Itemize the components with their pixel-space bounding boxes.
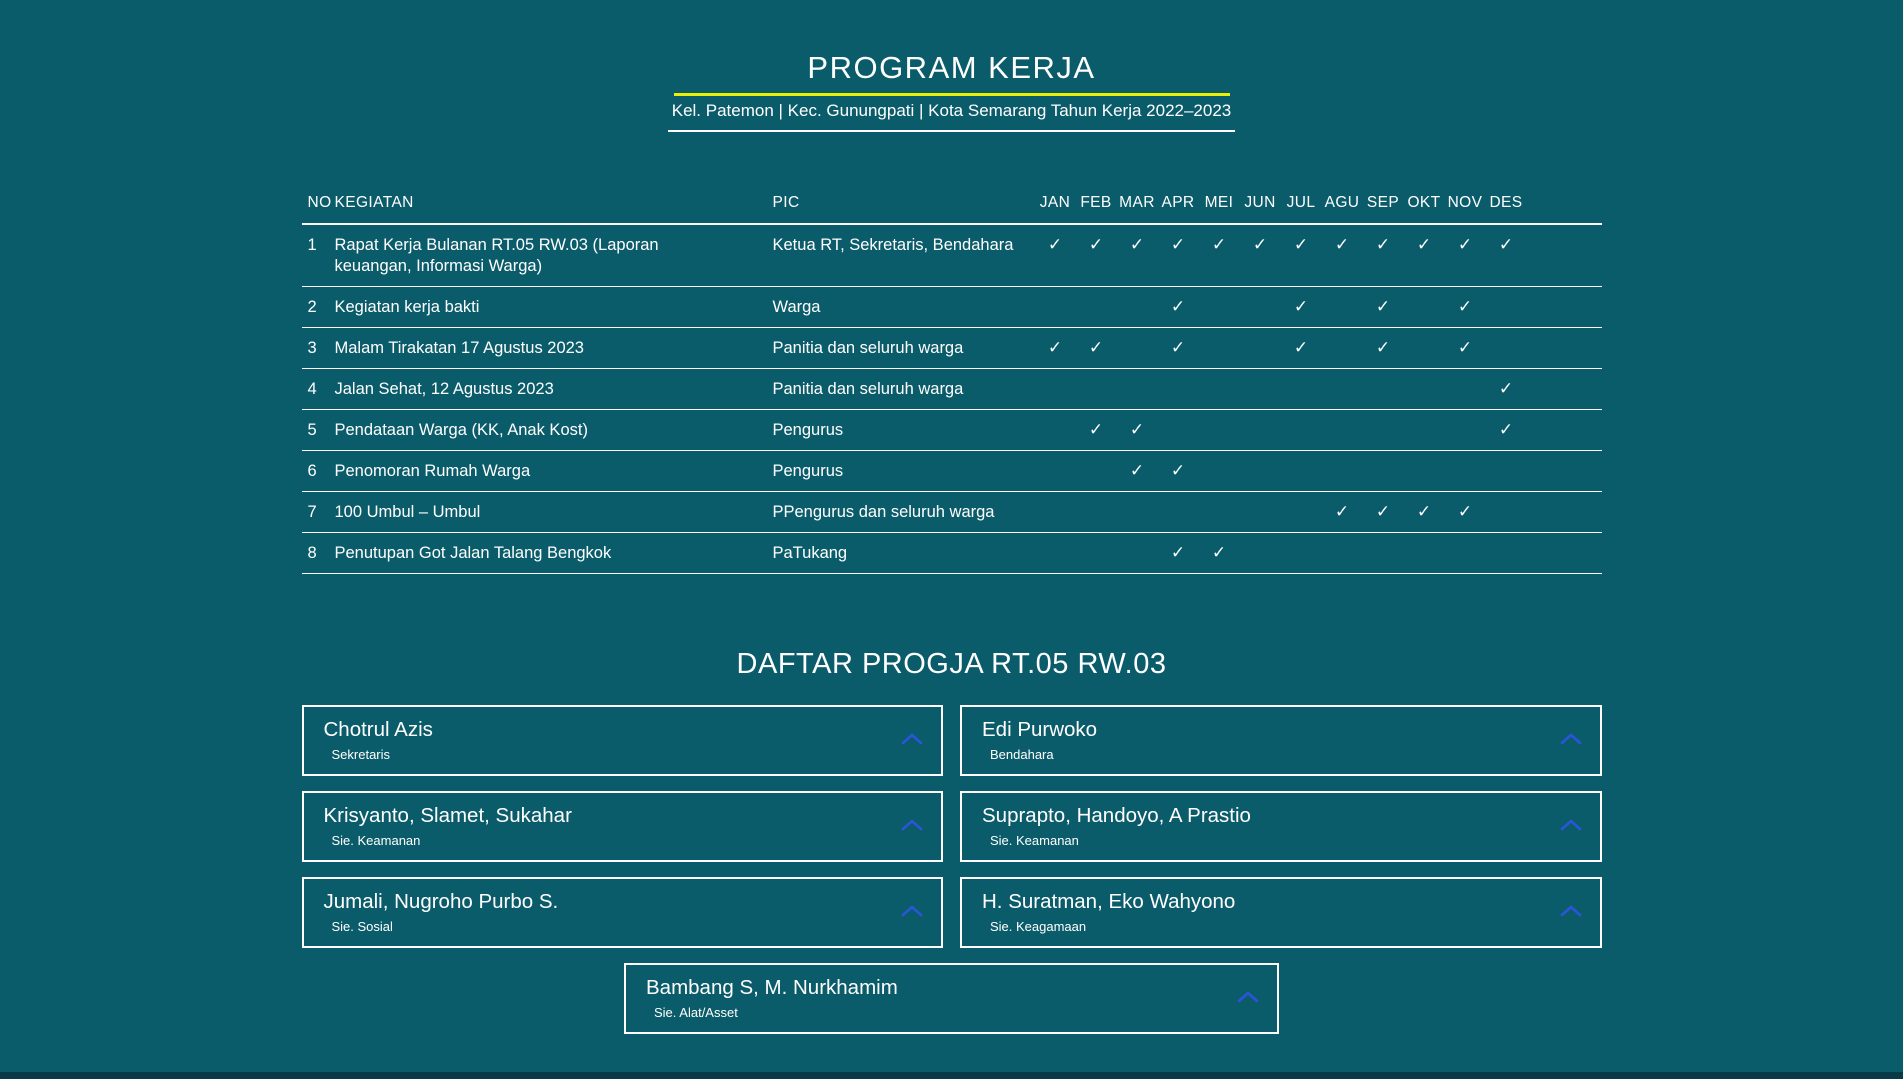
check-mark: ✓: [1293, 338, 1309, 358]
chevron-up-icon[interactable]: [901, 733, 923, 745]
check-empty: [1281, 461, 1322, 482]
check-empty: [1240, 420, 1281, 441]
check-empty: [1445, 543, 1486, 564]
table-row: [302, 451, 1602, 492]
card-role: Sie. Keamanan: [331, 833, 421, 848]
check-mark: ✓: [1170, 235, 1186, 255]
subtitle-wrap: [302, 96, 1602, 132]
check-mark: ✓: [1170, 338, 1186, 358]
card-name: Jumali, Nugroho Purbo S.: [323, 890, 559, 913]
check-empty: [1076, 461, 1117, 482]
check-empty: [1363, 543, 1404, 564]
table-row: [302, 225, 1602, 287]
check-empty: [1117, 338, 1158, 359]
progja-card[interactable]: [960, 705, 1602, 776]
check-mark: ✓: [1088, 338, 1104, 358]
row-months: [1035, 235, 1527, 256]
row-activity: Malam Tirakatan 17 Agustus 2023: [334, 339, 584, 357]
row-months: [1035, 379, 1527, 400]
check-mark: ✓: [1252, 235, 1268, 255]
row-activity: Pendataan Warga (KK, Anak Kost): [334, 421, 588, 439]
card-name: H. Suratman, Eko Wahyono: [982, 890, 1236, 913]
progja-card[interactable]: [302, 877, 944, 948]
card-role: Sie. Alat/Asset: [654, 1005, 738, 1020]
check-empty: [1240, 338, 1281, 359]
section-title: DAFTAR PROGJA RT.05 RW.03: [736, 648, 1167, 680]
check-empty: [1445, 461, 1486, 482]
check-empty: [1281, 502, 1322, 523]
row-no: 4: [307, 380, 317, 398]
row-no: 5: [307, 421, 317, 439]
check-empty: [1240, 543, 1281, 564]
table-header-row: [302, 194, 1602, 225]
progja-card[interactable]: [960, 877, 1602, 948]
card-role: Sekretaris: [331, 747, 391, 762]
check-empty: [1117, 502, 1158, 523]
check-mark: ✓: [1334, 235, 1350, 255]
check-mark: ✓: [1457, 297, 1473, 317]
footer-strip: [0, 1072, 1903, 1079]
check-empty: [1240, 461, 1281, 482]
check-mark: ✓: [1457, 338, 1473, 358]
card-name: Chotrul Azis: [323, 718, 433, 741]
cards-grid: [302, 705, 1602, 948]
check-mark: ✓: [1170, 543, 1186, 563]
row-pic: Panitia dan seluruh warga: [772, 380, 964, 398]
check-empty: [1322, 379, 1363, 400]
chevron-up-icon[interactable]: [1560, 819, 1582, 831]
table-body: [302, 225, 1602, 574]
chevron-up-icon[interactable]: [1560, 733, 1582, 745]
column-header-activity: KEGIATAN: [334, 194, 414, 211]
check-empty: [1363, 461, 1404, 482]
check-empty: [1322, 461, 1363, 482]
progja-card[interactable]: [960, 791, 1602, 862]
table-row: [302, 492, 1602, 533]
check-mark: ✓: [1211, 543, 1227, 563]
row-no: 2: [307, 298, 317, 316]
check-empty: [1035, 297, 1076, 318]
column-header-okt: OKT: [1407, 194, 1441, 211]
check-empty: [1322, 338, 1363, 359]
check-empty: [1363, 420, 1404, 441]
check-empty: [1076, 297, 1117, 318]
check-empty: [1240, 379, 1281, 400]
row-no: 8: [307, 544, 317, 562]
card-name: Krisyanto, Slamet, Sukahar: [323, 804, 572, 827]
check-empty: [1158, 502, 1199, 523]
row-no: 1: [307, 236, 317, 254]
check-empty: [1322, 297, 1363, 318]
progja-card[interactable]: [302, 791, 944, 862]
row-activity: Jalan Sehat, 12 Agustus 2023: [334, 380, 554, 398]
row-pic: Warga: [772, 298, 821, 316]
page-subtitle: Kel. Patemon | Kec. Gunungpati | Kota Semarang Tahun Kerja 2022–2023: [668, 96, 1236, 132]
check-mark: ✓: [1293, 235, 1309, 255]
check-mark: ✓: [1416, 235, 1432, 255]
row-activity: Penutupan Got Jalan Talang Bengkok: [334, 544, 612, 562]
row-pic: Pengurus: [772, 421, 844, 439]
check-empty: [1445, 420, 1486, 441]
check-empty: [1199, 502, 1240, 523]
check-empty: [1322, 420, 1363, 441]
check-mark: ✓: [1498, 379, 1514, 399]
check-empty: [1404, 420, 1445, 441]
check-mark: ✓: [1088, 235, 1104, 255]
table-row: [302, 533, 1602, 574]
check-mark: ✓: [1416, 502, 1432, 522]
column-header-sep: SEP: [1366, 194, 1400, 211]
check-empty: [1240, 502, 1281, 523]
column-header-apr: APR: [1161, 194, 1195, 211]
check-empty: [1404, 297, 1445, 318]
column-header-des: DES: [1489, 194, 1523, 211]
check-empty: [1404, 338, 1445, 359]
progja-card[interactable]: [302, 705, 944, 776]
page-title: PROGRAM KERJA: [807, 50, 1096, 85]
check-empty: [1281, 379, 1322, 400]
check-mark: ✓: [1129, 235, 1145, 255]
row-no: 6: [307, 462, 317, 480]
check-empty: [1076, 379, 1117, 400]
column-header-jun: JUN: [1244, 194, 1276, 211]
column-header-agu: AGU: [1324, 194, 1360, 211]
check-empty: [1199, 461, 1240, 482]
row-pic: Ketua RT, Sekretaris, Bendahara: [772, 236, 1014, 254]
chevron-up-icon[interactable]: [901, 819, 923, 831]
check-empty: [1404, 461, 1445, 482]
check-empty: [1199, 338, 1240, 359]
check-empty: [1486, 338, 1527, 359]
row-pic: Pengurus: [772, 462, 844, 480]
check-empty: [1158, 420, 1199, 441]
check-mark: ✓: [1375, 297, 1391, 317]
check-mark: ✓: [1170, 461, 1186, 481]
row-no: 3: [307, 339, 317, 357]
check-mark: ✓: [1293, 297, 1309, 317]
chevron-up-icon[interactable]: [1560, 905, 1582, 917]
row-pic: Panitia dan seluruh warga: [772, 339, 964, 357]
program-table: [302, 194, 1602, 574]
row-months: [1035, 338, 1527, 359]
row-pic: PPengurus dan seluruh warga: [772, 503, 995, 521]
month-headers: [1035, 194, 1527, 212]
check-mark: ✓: [1170, 297, 1186, 317]
check-empty: [1035, 420, 1076, 441]
card-role: Bendahara: [990, 747, 1054, 762]
row-months: [1035, 543, 1527, 564]
check-empty: [1199, 379, 1240, 400]
check-empty: [1035, 543, 1076, 564]
row-activity: Penomoran Rumah Warga: [334, 462, 531, 480]
check-empty: [1486, 297, 1527, 318]
cards-center: [302, 963, 1602, 1034]
table-row: [302, 287, 1602, 328]
column-header-mei: MEI: [1204, 194, 1234, 211]
check-mark: ✓: [1457, 502, 1473, 522]
card-role: Sie. Sosial: [331, 919, 393, 934]
check-empty: [1199, 420, 1240, 441]
check-empty: [1117, 379, 1158, 400]
row-months: [1035, 297, 1527, 318]
check-mark: ✓: [1211, 235, 1227, 255]
check-mark: ✓: [1088, 420, 1104, 440]
check-mark: ✓: [1047, 235, 1063, 255]
check-mark: ✓: [1129, 420, 1145, 440]
row-activity: 100 Umbul – Umbul: [334, 503, 481, 521]
check-mark: ✓: [1375, 502, 1391, 522]
table-row: [302, 410, 1602, 451]
card-name: Suprapto, Handoyo, A Prastio: [982, 804, 1251, 827]
row-no: 7: [307, 503, 317, 521]
check-empty: [1158, 379, 1199, 400]
check-empty: [1117, 543, 1158, 564]
check-empty: [1076, 543, 1117, 564]
check-empty: [1281, 543, 1322, 564]
table-row: [302, 328, 1602, 369]
check-empty: [1076, 502, 1117, 523]
column-header-jul: JUL: [1286, 194, 1316, 211]
check-empty: [1486, 502, 1527, 523]
check-empty: [1281, 420, 1322, 441]
row-activity: Kegiatan kerja bakti: [334, 298, 480, 316]
row-months: [1035, 461, 1527, 482]
column-header-jan: JAN: [1039, 194, 1071, 211]
row-months: [1035, 502, 1527, 523]
check-empty: [1199, 297, 1240, 318]
row-activity: Rapat Kerja Bulanan RT.05 RW.03 (Laporan keuangan, Informasi Warga): [334, 236, 659, 275]
column-header-no: NO: [307, 194, 332, 211]
page: [302, 0, 1602, 1034]
check-empty: [1035, 379, 1076, 400]
check-mark: ✓: [1457, 235, 1473, 255]
check-mark: ✓: [1498, 235, 1514, 255]
column-header-pic: PIC: [772, 194, 800, 211]
check-mark: ✓: [1334, 502, 1350, 522]
card-name: Edi Purwoko: [982, 718, 1098, 741]
check-mark: ✓: [1375, 338, 1391, 358]
check-empty: [1363, 379, 1404, 400]
chevron-up-icon[interactable]: [901, 905, 923, 917]
card-role: Sie. Keamanan: [990, 833, 1079, 848]
check-empty: [1445, 379, 1486, 400]
check-empty: [1404, 543, 1445, 564]
row-months: [1035, 420, 1527, 441]
card-name: Bambang S, M. Nurkhamim: [646, 976, 898, 999]
check-mark: ✓: [1498, 420, 1514, 440]
card-role: Sie. Keagamaan: [990, 919, 1087, 934]
column-header-mar: MAR: [1119, 194, 1155, 211]
page-header: [302, 0, 1602, 96]
chevron-up-icon[interactable]: [1237, 991, 1259, 1003]
column-header-feb: FEB: [1080, 194, 1112, 211]
check-empty: [1322, 543, 1363, 564]
row-pic: PaTukang: [772, 544, 848, 562]
table-row: [302, 369, 1602, 410]
check-empty: [1035, 502, 1076, 523]
check-mark: ✓: [1129, 461, 1145, 481]
check-mark: ✓: [1375, 235, 1391, 255]
progja-card[interactable]: [624, 963, 1279, 1034]
check-empty: [1486, 461, 1527, 482]
check-empty: [1404, 379, 1445, 400]
check-empty: [1117, 297, 1158, 318]
check-empty: [1486, 543, 1527, 564]
check-empty: [1240, 297, 1281, 318]
check-empty: [1035, 461, 1076, 482]
check-mark: ✓: [1047, 338, 1063, 358]
column-header-nov: NOV: [1447, 194, 1483, 211]
